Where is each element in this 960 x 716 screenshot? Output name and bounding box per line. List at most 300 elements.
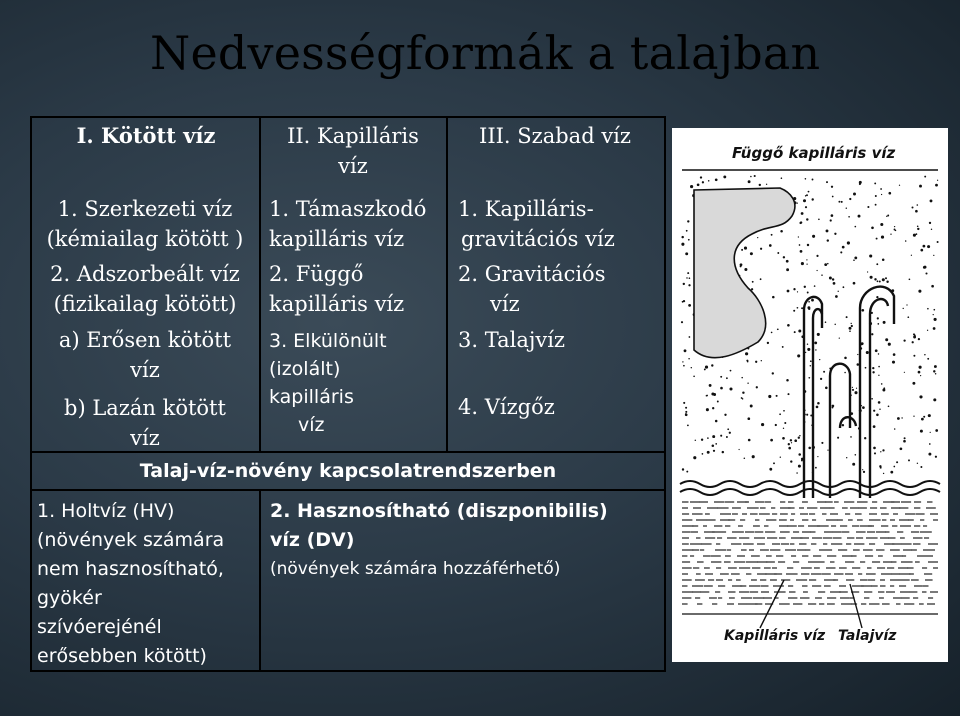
soil-speckle (841, 201, 843, 203)
soil-speckle (799, 244, 801, 246)
soil-water-diagram (672, 128, 948, 662)
soil-speckle (846, 316, 848, 318)
soil-speckle (752, 281, 754, 283)
soil-speckle (854, 391, 857, 394)
soil-speckle (815, 349, 816, 350)
soil-speckle (826, 181, 828, 183)
dead-water-line3: nem hasznosítható, (37, 558, 224, 580)
soil-speckle (806, 194, 808, 196)
soil-speckle (766, 184, 767, 185)
soil-speckle (729, 432, 731, 434)
soil-speckle (757, 237, 758, 238)
soil-speckle (878, 353, 879, 354)
soil-speckle (801, 307, 803, 309)
soil-speckle (688, 239, 690, 241)
dead-water-line6: erősebben kötött) (37, 645, 207, 667)
soil-speckle (923, 245, 926, 248)
soil-speckle (846, 457, 847, 458)
label-groundwater: Talajvíz (838, 628, 897, 644)
col2-row3-line3: kapilláris (269, 386, 354, 408)
soil-speckle (711, 392, 714, 395)
col1-row2-line1: 2. Adszorbeált víz (50, 262, 240, 286)
soil-speckle (808, 377, 810, 379)
soil-speckle (839, 337, 840, 338)
soil-speckle (874, 278, 876, 280)
soil-speckle (808, 301, 810, 303)
soil-speckle (683, 365, 685, 367)
soil-speckle (708, 180, 710, 182)
soil-speckle (685, 411, 687, 413)
soil-speckle (748, 180, 751, 183)
soil-speckle (806, 414, 808, 416)
soil-speckle (878, 366, 880, 368)
soil-speckle (705, 366, 708, 369)
soil-speckle (794, 331, 796, 333)
soil-speckle (712, 444, 715, 447)
soil-speckle (904, 437, 906, 439)
soil-speckle (796, 472, 798, 474)
soil-speckle (755, 361, 757, 363)
soil-speckle (687, 424, 689, 426)
soil-speckle (890, 471, 893, 474)
soil-speckle (750, 405, 753, 408)
soil-speckle (754, 175, 756, 177)
soil-speckle (821, 274, 823, 276)
soil-speckle (801, 262, 804, 265)
soil-speckle (893, 353, 896, 356)
soil-speckle (798, 330, 801, 333)
soil-speckle (896, 461, 898, 463)
soil-speckle (688, 358, 689, 359)
soil-speckle (815, 467, 817, 469)
soil-speckle (787, 393, 789, 395)
soil-speckle (697, 183, 700, 186)
soil-speckle (750, 176, 752, 178)
soil-speckle (773, 462, 775, 464)
soil-speckle (786, 268, 789, 271)
soil-speckle (707, 437, 709, 439)
soil-speckle (804, 286, 806, 288)
soil-speckle (937, 180, 938, 181)
col2-row1-line1: 1. Támaszkodó (269, 197, 427, 221)
soil-speckle (835, 295, 838, 298)
soil-speckle (927, 308, 929, 310)
soil-speckle (790, 439, 792, 441)
soil-speckle (685, 407, 687, 409)
soil-speckle (687, 220, 689, 222)
soil-speckle (869, 254, 872, 257)
soil-speckle (685, 252, 688, 255)
soil-speckle (688, 304, 691, 307)
soil-speckle (876, 238, 878, 240)
soil-speckle (772, 372, 774, 374)
soil-speckle (906, 304, 907, 305)
soil-speckle (831, 186, 833, 188)
soil-speckle (849, 327, 852, 330)
soil-speckle (934, 365, 937, 368)
soil-speckle (859, 183, 861, 185)
soil-speckle (905, 240, 907, 242)
soil-speckle (797, 354, 800, 357)
soil-speckle (748, 439, 751, 442)
soil-speckle (827, 449, 828, 450)
soil-speckle (933, 327, 936, 330)
soil-speckle (837, 437, 839, 439)
soil-speckle (783, 256, 785, 258)
soil-speckle (709, 384, 712, 387)
soil-speckle (933, 255, 934, 256)
soil-speckle (862, 469, 863, 470)
soil-speckle (690, 185, 693, 188)
soil-speckle (900, 447, 903, 450)
soil-speckle (876, 414, 879, 417)
soil-speckle (767, 342, 769, 344)
soil-speckle (819, 359, 820, 360)
soil-speckle (853, 282, 856, 285)
soil-speckle (912, 341, 914, 343)
soil-speckle (899, 185, 900, 186)
soil-speckle (918, 338, 920, 340)
soil-speckle (894, 428, 896, 430)
soil-speckle (744, 458, 746, 460)
soil-speckle (747, 361, 748, 362)
soil-speckle (895, 230, 897, 232)
soil-speckle (867, 206, 869, 208)
soil-speckle (760, 248, 762, 250)
soil-speckle (713, 450, 715, 452)
soil-speckle (825, 321, 827, 323)
soil-speckle (872, 367, 874, 369)
soil-speckle (797, 202, 798, 203)
col3-row4-line1: 4. Vízgőz (458, 395, 555, 419)
col2-row1-line2: kapilláris víz (269, 227, 405, 251)
soil-speckle (689, 277, 691, 279)
soil-speckle (912, 382, 915, 385)
soil-speckle (911, 255, 912, 256)
soil-speckle (882, 449, 884, 451)
soil-speckle (933, 398, 936, 401)
soil-speckle (874, 452, 876, 454)
soil-speckle (817, 456, 818, 457)
soil-speckle (807, 244, 809, 246)
soil-speckle (691, 367, 692, 368)
dead-water-line5: szívóerejénél (37, 616, 162, 638)
soil-speckle (928, 414, 931, 417)
soil-speckle (915, 210, 918, 213)
col1-row2-line2: (fizikailag kötött) (53, 292, 237, 316)
soil-speckle (862, 406, 865, 409)
soil-speckle (917, 228, 919, 230)
soil-speckle (873, 425, 876, 428)
soil-speckle (800, 221, 802, 223)
soil-speckle (760, 278, 762, 280)
soil-speckle (894, 226, 895, 227)
soil-speckle (805, 195, 806, 196)
soil-speckle (682, 468, 684, 470)
soil-speckle (854, 256, 857, 259)
soil-speckle (851, 325, 853, 327)
soil-speckle (881, 236, 884, 239)
soil-speckle (701, 439, 703, 441)
soil-speckle (873, 447, 876, 450)
soil-speckle (801, 460, 803, 462)
soil-speckle (782, 346, 784, 348)
soil-speckle (880, 451, 881, 452)
soil-speckle (740, 265, 742, 267)
soil-speckle (879, 408, 880, 409)
label-capillary-water: Kapilláris víz (724, 628, 826, 644)
col2-row3-line2: (izolált) (269, 358, 341, 380)
soil-speckle (788, 447, 791, 450)
soil-speckle (722, 451, 724, 453)
soil-speckle (886, 281, 888, 283)
soil-speckle (928, 453, 931, 456)
soil-speckle (880, 467, 882, 469)
soil-speckle (840, 251, 842, 253)
soil-speckle (920, 430, 923, 433)
soil-speckle (927, 245, 930, 248)
col2-row2-line2: kapilláris víz (269, 292, 405, 316)
soil-speckle (846, 207, 847, 208)
soil-speckle (783, 428, 784, 429)
soil-speckle (811, 299, 814, 302)
soil-speckle (686, 230, 688, 232)
col2-header-line2: víz (338, 154, 368, 178)
soil-speckle (798, 465, 801, 468)
soil-speckle (808, 191, 810, 193)
soil-speckle (711, 364, 713, 366)
soil-speckle (712, 407, 714, 409)
soil-speckle (741, 397, 743, 399)
soil-speckle (847, 241, 850, 244)
soil-speckle (852, 387, 853, 388)
soil-speckle (933, 314, 934, 315)
soil-speckle (843, 286, 845, 288)
soil-speckle (876, 263, 878, 265)
soil-speckle (879, 281, 881, 283)
soil-speckle (752, 455, 755, 458)
soil-speckle (919, 185, 922, 188)
soil-speckle (834, 324, 835, 325)
suspended-water-blob (694, 188, 795, 358)
soil-speckle (883, 473, 884, 474)
soil-speckle (874, 182, 876, 184)
soil-speckle (883, 321, 886, 324)
soil-speckle (695, 440, 696, 441)
soil-speckle (882, 278, 885, 281)
soil-speckle (817, 402, 820, 405)
soil-water-illustration (672, 128, 948, 662)
soil-speckle (872, 371, 874, 373)
soil-speckle (931, 229, 932, 230)
soil-speckle (783, 410, 785, 412)
soil-speckle (916, 204, 918, 206)
soil-speckle (923, 266, 926, 269)
soil-speckle (831, 214, 834, 217)
soil-speckle (681, 243, 684, 246)
soil-speckle (787, 324, 790, 327)
soil-speckle (844, 357, 847, 360)
soil-speckle (880, 188, 882, 190)
soil-speckle (806, 218, 808, 220)
soil-speckle (917, 226, 919, 228)
soil-speckle (935, 184, 938, 187)
soil-speckle (806, 259, 807, 260)
soil-speckle (816, 255, 818, 257)
soil-speckle (853, 193, 856, 196)
col1-row1-line2: (kémiailag kötött ) (46, 227, 244, 251)
soil-speckle (787, 290, 790, 293)
soil-speckle (885, 277, 887, 279)
soil-speckle (901, 417, 902, 418)
soil-speckle (851, 323, 852, 324)
soil-speckle (747, 382, 748, 383)
col3-row2-line1: 2. Gravitációs (458, 262, 606, 286)
soil-speckle (683, 283, 685, 285)
table-col-divider (446, 116, 448, 453)
soil-speckle (798, 437, 800, 439)
soil-speckle (929, 443, 931, 445)
dead-water-line2: (növények számára (37, 529, 225, 551)
soil-speckle (807, 348, 810, 351)
soil-speckle (930, 199, 933, 202)
relationship-header: Talaj-víz-növény kapcsolatrendszerben (139, 460, 557, 482)
col2-row2-line1: 2. Függő (269, 262, 364, 286)
soil-speckle (937, 241, 939, 243)
soil-speckle (715, 178, 718, 181)
soil-speckle (885, 338, 888, 341)
soil-speckle (857, 363, 860, 366)
soil-speckle (848, 216, 850, 218)
available-water-line3: (növények számára hozzáférhető) (270, 559, 561, 579)
soil-speckle (759, 184, 761, 186)
soil-speckle (913, 234, 916, 237)
soil-speckle (877, 323, 879, 325)
soil-speckle (888, 192, 891, 195)
soil-speckle (798, 453, 801, 456)
soil-speckle (693, 456, 696, 459)
soil-speckle (799, 435, 800, 436)
soil-speckle (875, 195, 877, 197)
soil-speckle (920, 249, 923, 252)
available-water-line1: 2. Hasznosítható (diszponibilis) (270, 500, 608, 522)
soil-speckle (892, 361, 895, 364)
soil-speckle (882, 389, 885, 392)
soil-speckle (812, 179, 814, 181)
table-top-border (30, 116, 666, 118)
soil-speckle (788, 443, 790, 445)
soil-speckle (832, 407, 834, 409)
soil-speckle (782, 437, 785, 440)
soil-speckle (875, 349, 878, 352)
soil-speckle (801, 212, 804, 215)
soil-speckle (908, 459, 910, 461)
soil-speckle (805, 178, 807, 180)
soil-speckle (816, 406, 819, 409)
soil-speckle (786, 260, 789, 263)
col3-header: III. Szabad víz (479, 124, 631, 148)
soil-speckle (706, 408, 709, 411)
soil-speckle (682, 301, 684, 303)
soil-speckle (730, 370, 732, 372)
soil-speckle (877, 280, 879, 282)
soil-speckle (903, 440, 906, 443)
soil-speckle (904, 372, 905, 373)
soil-speckle (888, 405, 890, 407)
soil-speckle (812, 198, 814, 200)
soil-speckle (739, 449, 740, 450)
soil-speckle (833, 282, 836, 285)
soil-speckle (742, 391, 744, 393)
soil-speckle (772, 296, 775, 299)
soil-speckle (769, 244, 772, 247)
col3-row1-line1: 1. Kapilláris- (458, 197, 594, 221)
soil-speckle (681, 321, 683, 323)
soil-speckle (855, 226, 857, 228)
soil-speckle (791, 442, 792, 443)
soil-speckle (818, 218, 820, 220)
soil-speckle (810, 365, 812, 367)
soil-speckle (794, 439, 797, 442)
soil-speckle (817, 333, 820, 336)
soil-speckle (852, 389, 854, 391)
soil-speckle (723, 175, 726, 178)
soil-speckle (916, 233, 918, 235)
soil-speckle (919, 366, 922, 369)
col3-row1-line2: gravitációs víz (461, 227, 615, 251)
soil-speckle (830, 219, 832, 221)
soil-speckle (832, 196, 834, 198)
soil-speckle (935, 429, 938, 432)
soil-speckle (775, 424, 777, 426)
soil-speckle (927, 330, 928, 331)
soil-speckle (786, 379, 789, 382)
soil-speckle (881, 194, 882, 195)
soil-speckle (893, 466, 895, 468)
soil-speckle (712, 435, 715, 438)
soil-speckle (935, 456, 937, 458)
col3-row2-line2: víz (490, 292, 520, 316)
soil-speckle (864, 437, 866, 439)
soil-speckle (829, 277, 832, 280)
soil-speckle (750, 252, 753, 255)
col1-header: I. Kötött víz (76, 123, 216, 148)
soil-speckle (834, 233, 836, 235)
soil-speckle (720, 376, 722, 378)
soil-speckle (933, 370, 935, 372)
soil-speckle (706, 395, 708, 397)
table-right-border (664, 116, 666, 672)
table-left-border (30, 116, 32, 672)
table-row-divider (30, 489, 666, 491)
table-col-divider (259, 116, 261, 453)
soil-speckle (870, 276, 873, 279)
soil-speckle (927, 358, 929, 360)
soil-speckle (909, 278, 911, 280)
soil-speckle (686, 471, 688, 473)
soil-speckle (808, 447, 811, 450)
soil-speckle (871, 398, 873, 400)
soil-speckle (858, 215, 861, 218)
soil-speckle (820, 378, 822, 380)
soil-speckle (741, 249, 743, 251)
soil-speckle (798, 236, 799, 237)
soil-speckle (861, 309, 864, 312)
soil-speckle (780, 230, 783, 233)
col1-row3-line2: víz (130, 358, 160, 382)
soil-speckle (693, 375, 695, 377)
dead-water-line1: 1. Holtvíz (HV) (37, 500, 175, 522)
